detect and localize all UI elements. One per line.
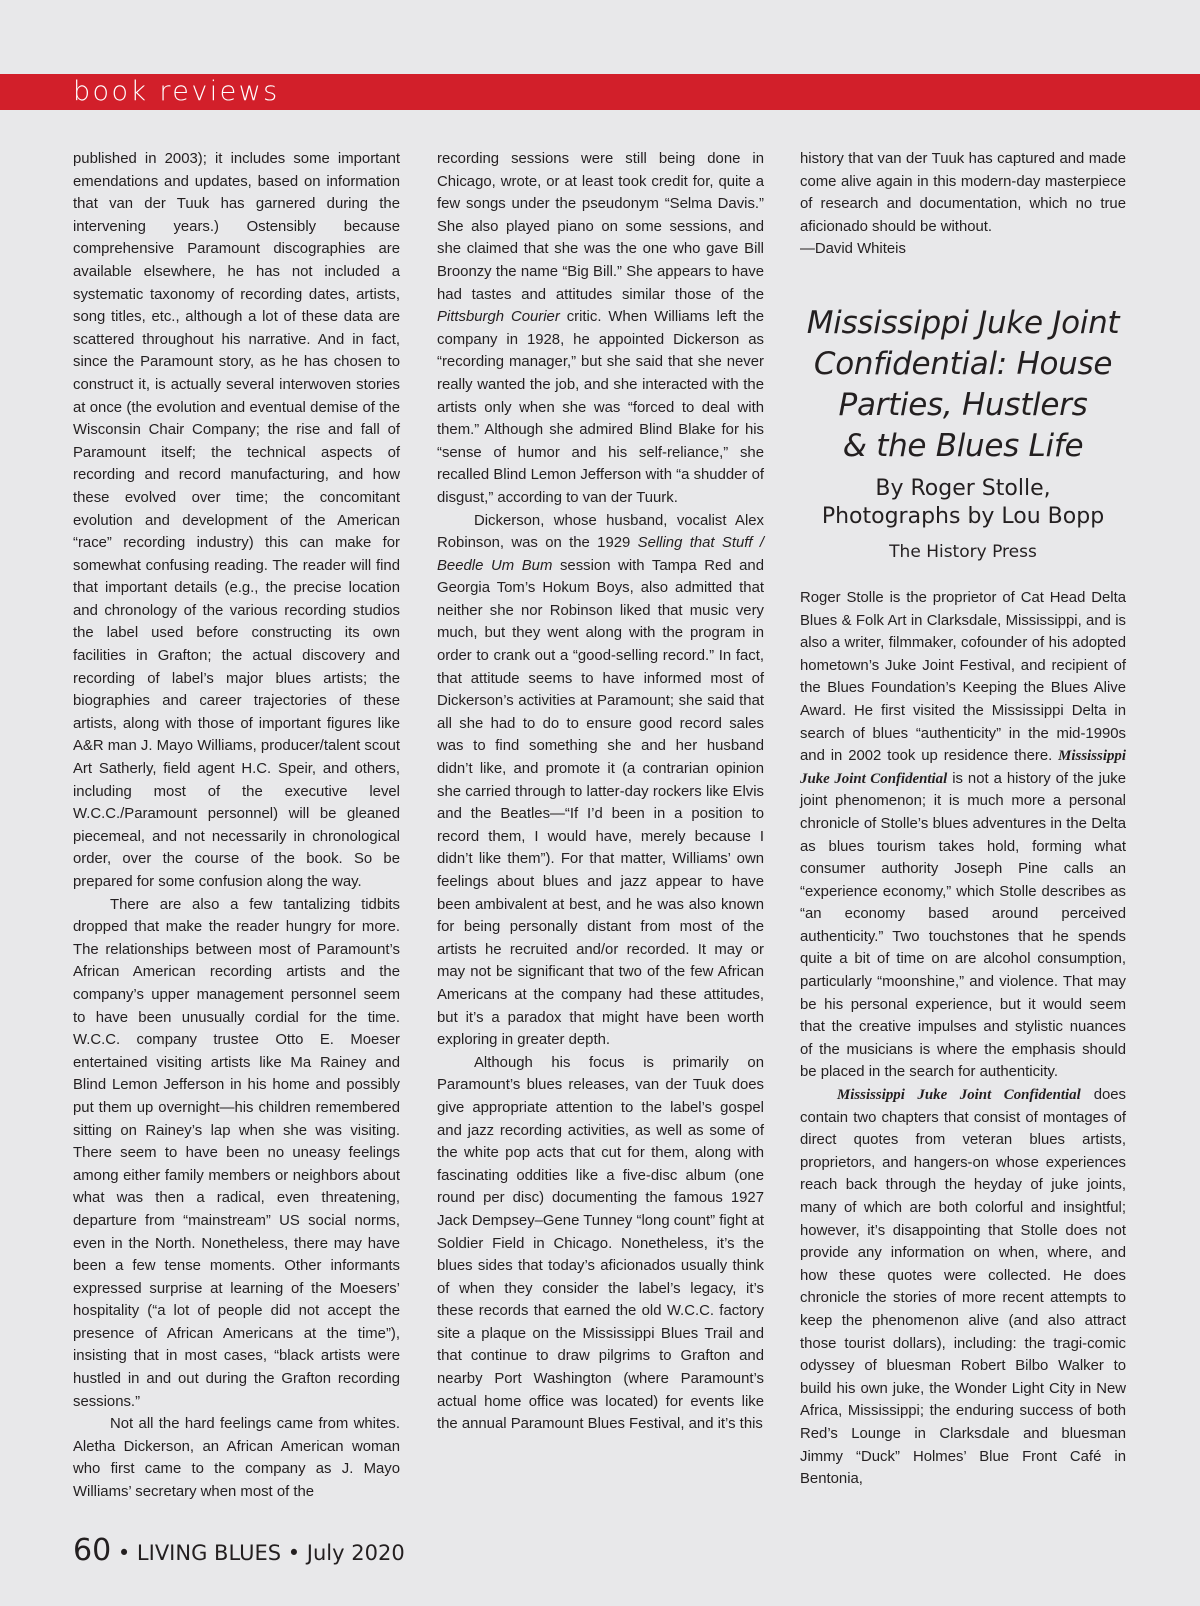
section-banner: [0, 74, 1200, 110]
review-publisher: The History Press: [889, 541, 1037, 562]
review-title: [800, 303, 1126, 467]
review-author: [800, 475, 1126, 531]
paragraph: [800, 1084, 1126, 1491]
paragraph: history that van der Tuuk has captured and made come alive again in this modern-day masterpiece of research and documentation, which no true aficionado should be without.: [800, 151, 1126, 235]
column-3: [800, 148, 1126, 1491]
paragraph: Not all the hard feelings came from whites. Aletha Dickerson, an African American woman who first came to the company as J. Mayo Williams’ secretary when most of the: [73, 1416, 400, 1501]
text-run: session with Tampa Red and Georgia Tom’s Hokum Boys, also admitted that neither she nor Robinson liked that music very much, but they went along with the program in order to crank out a “good-selling record.” In fact, that attitude seems to have informed most of Dickerson’s activities at Paramount; she said that all she had to do to ensure good record sales was to find something she and her husband didn’t like, and promote it (a contrarian opinion she carried through to latter-day rockers like Elvis and the Beatles—“If I’d been in a position to record them, I would have, merely because I didn’t like them”). For that matter, Williams’ own feelings about blues and jazz appear to have been ambivalent at best, and he was also known for being personally distant from most of the artists he recruited and/or recorded. It may or may not be significant that two of the few African Americans at the company had these attitudes, but it’s a paradox that might have been worth exploring in greater depth.: [437, 557, 764, 1049]
text-run: Dickerson, whose husband, vocalist Alex Robinson, was on the 1929: [437, 512, 764, 552]
paragraph: Although his focus is primarily on Paramount’s blues releases, van der Tuuk does give appropriate attention to the label’s gospel and jazz recording activities, as well as some of the white pop acts that cut for them, along with fascinating oddities like a five-disc album (one round per disc) documenting the famous 1927 Jack Dempsey–Gene Tunney “long count” fight at Soldier Field in Chicago. Nonetheless, it’s the blues sides that today’s aficionados usually think of when they consider the label’s legacy, it’s these records that earned the old W.C.C. factory site a plaque on the Mississippi Blues Trail and that continue to draw pilgrims to Grafton and nearby Port Washington (where Paramount’s actual home office was located) for events like the annual Paramount Blues Festival, and it’s this: [437, 1054, 764, 1433]
paragraph: published in 2003); it includes some important emendations and updates, based on information that van der Tuuk has garnered during the intervening years.) Ostensibly because comprehensive Paramount discographies are available elsewhere, he has not included a systematic taxonomy of recording dates, artists, song titles, etc., although a lot of these data are scattered throughout his narrative. And in fact, since the Paramount story, as he has chosen to construct it, is actually several interwoven stories at once (the evolution and eventual demise of the Wisconsin Chair Company; the rise and fall of Paramount itself; the technical aspects of recording and record manufacturing, and how these evolved over time; the concomitant evolution and development of the American “race” recording industry) this can make for somewhat confusing reading. The reader will find that important details (e.g., the precise location and chronology of the various recording studios the label used before constructing its own facilities in Grafton; the actual discovery and recording of label’s major blues artists; the biographies and career trajectories of these artists, along with those of important figures like A&R man J. Mayo Williams, producer/talent scout Art Satherly, field agent H.C. Speir, and others, including most of the executive level W.C.C./Paramount personnel) will be gleaned piecemeal, and not necessarily in chronological order, over the course of the book. So be prepared for some confusion along the way.: [73, 151, 400, 890]
review-title-line: & the Blues Life: [842, 427, 1084, 464]
author-line: By Roger Stolle,: [875, 475, 1051, 501]
paragraph: [437, 148, 764, 510]
publication-line: • LIVING BLUES • July 2020: [111, 1541, 405, 1565]
review-title-line: Parties, Hustlers: [838, 386, 1088, 423]
page-number: 60: [73, 1533, 112, 1568]
review-title-line: Mississippi Juke Joint: [806, 304, 1120, 341]
record-title: Selling that Stuff / Beedle Um Bum: [437, 535, 764, 574]
paragraph: [437, 510, 764, 1052]
book-title: Mississippi Juke Joint Confidential: [837, 1087, 1081, 1104]
publication-name: Pittsburgh Courier: [437, 309, 560, 326]
paragraph: [800, 587, 1126, 1084]
text-run: Roger Stolle is the proprietor of Cat Head Delta Blues & Folk Art in Clarksdale, Mississippi, and is also a writer, filmmaker, cofounder of his adopted hometown’s Juke Joint Festival, and recipient of the Blues Foundation’s Keeping the Blues Alive Award. He first visited the Mississippi Delta in search of blues “authenticity” in the mid-1990s and in 2002 took up residence there.: [800, 589, 1126, 765]
text-run: is not a history of the juke joint phenomenon; it is much more a personal chronicle of Stolle’s blues adventures in the Delta as blues tourism takes hold, forming what consumer authority Joseph Pine calls an “experience economy,” which Stolle describes as “an economy based around perceived authenticity.” Two touchstones that he spends quite a bit of time on are alcohol consumption, particularly “moonshine,” and violence. That may be his personal experience, but it would seem that the creative impulses and stylistic nuances of the musicians is where the emphasis should be placed in the search for authenticity.: [800, 770, 1126, 1081]
text-run: recording sessions were still being done in Chicago, wrote, or at least took credit for, quite a few songs under the pseudonym “Selma Davis.” She also played piano on some sessions, and she claimed that she was the one who gave Bill Broonzy the name “Big Bill.” She appears to have had tastes and attitudes similar those of the: [437, 151, 764, 303]
reviewer-signature: —David Whiteis: [800, 241, 906, 258]
review-title-line: Confidential: House: [813, 345, 1113, 382]
author-line: Photographs by Lou Bopp: [821, 503, 1105, 529]
book-title: Mississippi Juke Joint Confidential: [800, 748, 1126, 787]
section-title: book reviews: [73, 76, 280, 107]
text-run: critic. When Williams left the company in 1928, he appointed Dickerson as “recording manager,” but she said that she never really wanted the job, and she interacted with the artists only when she was “forced to deal with them.” Although she admired Blind Blake for his “sense of humor and his self-reliance,” she recalled Blind Lemon Jefferson with “a shudder of disgust,” according to van der Tuurk.: [437, 309, 764, 506]
text-run: does contain two chapters that consist of montages of direct quotes from veteran blues artists, proprietors, and hangers-on whose experiences reach back through the heyday of juke joints, many of which are both colorful and insightful; however, it’s disappointing that Stolle does not provide any information on when, where, and how these quotes were collected. He does chronicle the stories of more recent attempts to keep the phenomenon alive (and also attract those tourist dollars), including: the tragi-comic odyssey of bluesman Robert Bilbo Walker to build his own juke, the Wonder Light City in New Africa, Mississippi; the enduring success of both Red’s Lounge in Clarksdale and bluesman Jimmy “Duck” Holmes’ Blue Front Café in Bentonia,: [800, 1087, 1127, 1488]
column-2: [437, 148, 764, 1436]
column-1: [73, 148, 400, 1504]
paragraph: There are also a few tantalizing tidbits dropped that make the reader hungry for more. The relationships between most of Paramount’s African American recording artists and the company’s upper management personnel seem to have been unusually cordial for the time. W.C.C. company trustee Otto E. Moeser entertained visiting artists like Ma Rainey and Blind Lemon Jefferson in his home and possibly put them up overnight—his children remembered sitting on Rainey’s lap when she was visiting. There seem to have been no uneasy feelings among either family members or neighbors about what was then a radical, even threatening, departure from “mainstream” US social norms, even in the North. Nonetheless, there may have been a few tense moments. Other informants expressed surprise at learning of the Moesers’ hospitality (“a lot of people did not accept the presence of African Americans at the time”), insisting that in most cases, “black artists were hustled in and out during the Grafton recording sessions.”: [73, 896, 400, 1410]
page-footer: [73, 1533, 405, 1568]
